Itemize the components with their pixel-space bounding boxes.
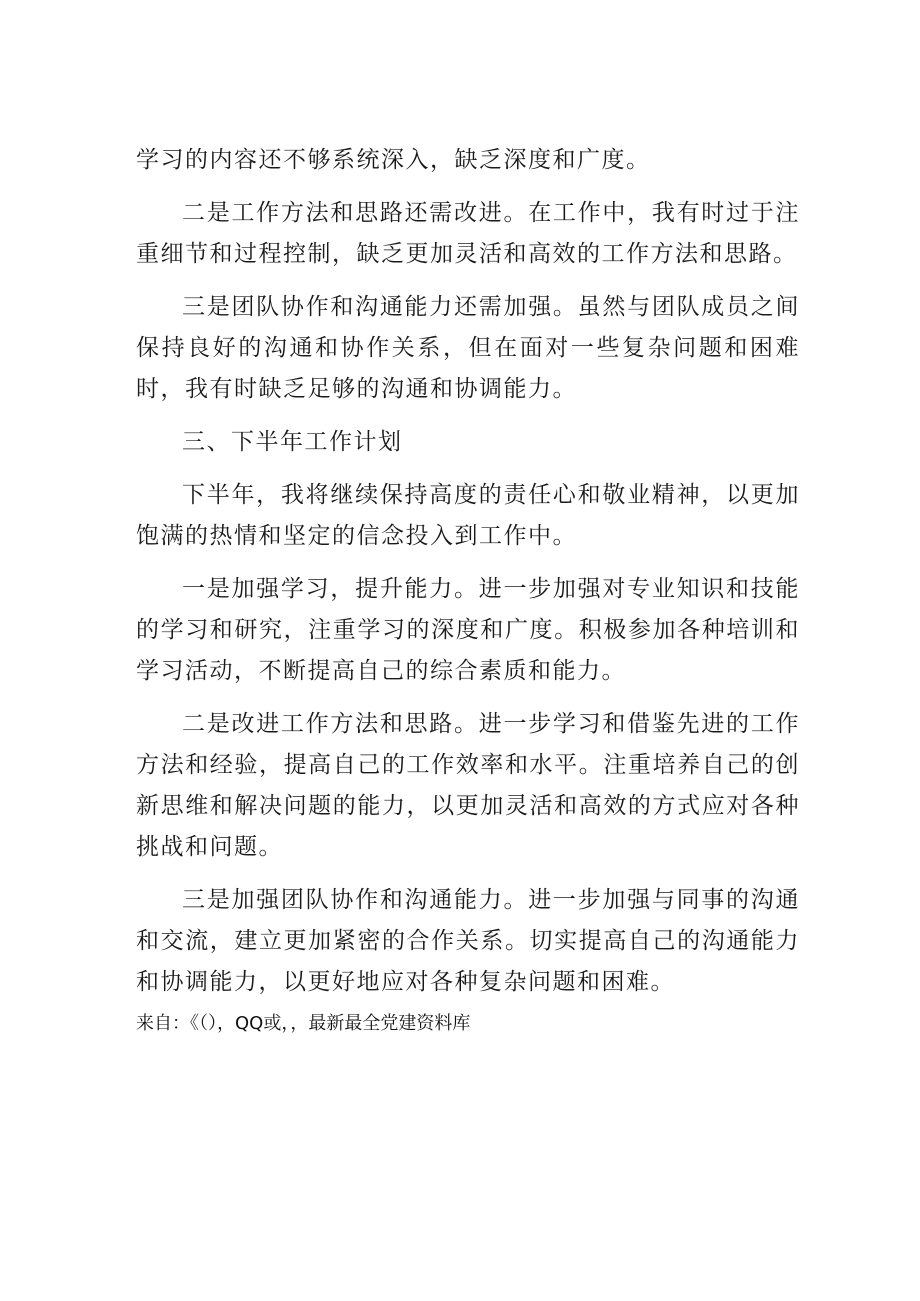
document-body bbox=[136, 140, 800, 1039]
paragraph-plan-intro: 下半年，我将继续保持高度的责任心和敬业精神，以更加饱满的热情和坚定的信念投入到工作中。 bbox=[136, 482, 800, 549]
paragraph-problem-depth: 学习的内容还不够系统深入，缺乏深度和广度。 bbox=[136, 147, 651, 173]
paragraph-plan-learning: 一是加强学习，提升能力。进一步加强对专业知识和技能的学习和研究，注重学习的深度和广度。积极参加各种培训和学习活动，不断提高自己的综合素质和能力。 bbox=[136, 576, 800, 684]
paragraph-plan-teamwork: 三是加强团队协作和沟通能力。进一步加强与同事的沟通和交流，建立更加紧密的合作关系。切实提高自己的沟通能力和协调能力，以更好地应对各种复杂问题和困难。 bbox=[136, 887, 800, 995]
paragraph-problem-teamwork: 三是团队协作和沟通能力还需加强。虽然与团队成员之间保持良好的沟通和协作关系，但在面对一些复杂问题和困难时，我有时缺乏足够的沟通和协调能力。 bbox=[136, 294, 800, 402]
paragraph-plan-methods: 二是改进工作方法和思路。进一步学习和借鉴先进的工作方法和经验，提高自己的工作效率和水平。注重培养自己的创新思维和解决问题的能力，以更加灵活和高效的方式应对各种挑战和问题。 bbox=[136, 711, 800, 860]
source-line: 来自：《（），QQ或，，最新最全党建资料库 bbox=[136, 1013, 471, 1034]
section-heading-plan: 三、下半年工作计划 bbox=[182, 429, 403, 455]
paragraph-problem-methods: 二是工作方法和思路还需改进。在工作中，我有时过于注重细节和过程控制，缺乏更加灵活和高效的工作方法和思路。 bbox=[136, 200, 800, 267]
